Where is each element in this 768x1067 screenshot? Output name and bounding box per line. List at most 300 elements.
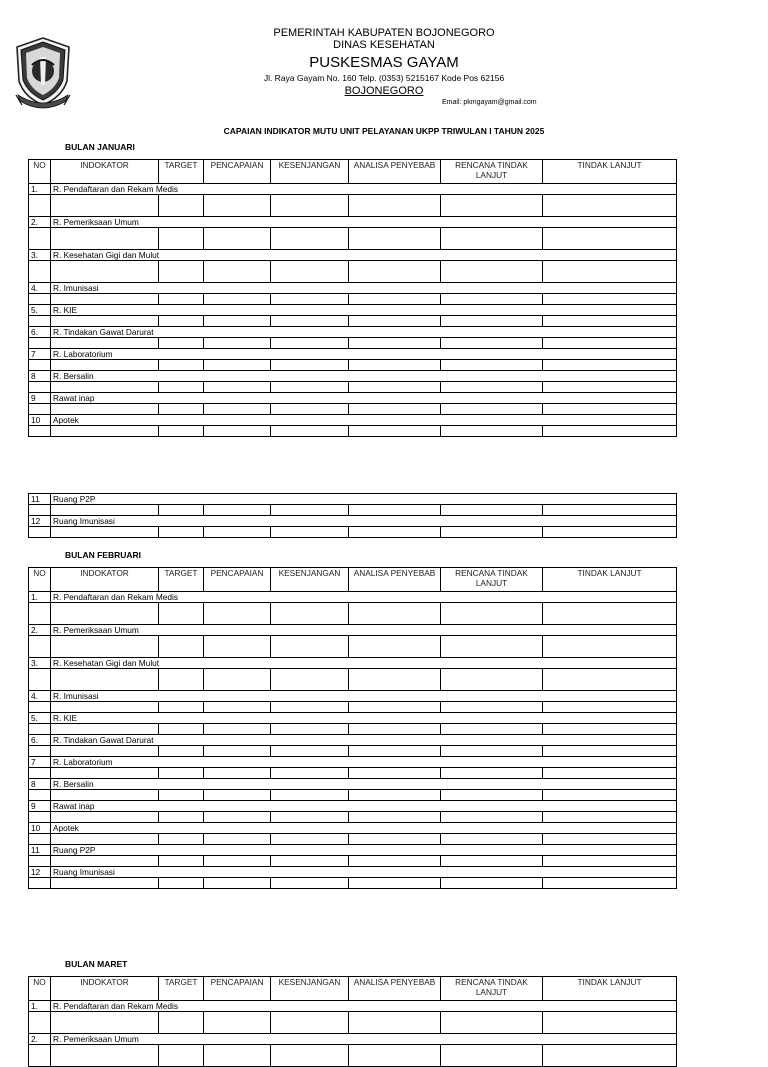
unit-name: Ruang Imunisasi	[51, 516, 677, 527]
entry-cell[interactable]	[543, 505, 677, 516]
entry-cell[interactable]	[29, 746, 51, 757]
entry-row	[29, 294, 677, 305]
entry-cell[interactable]	[204, 505, 271, 516]
entry-cell[interactable]	[543, 527, 677, 538]
entry-cell[interactable]	[159, 834, 204, 845]
entry-cell[interactable]	[543, 790, 677, 801]
entry-cell[interactable]	[51, 294, 159, 305]
entry-cell[interactable]	[349, 768, 441, 779]
entry-cell[interactable]	[271, 878, 349, 889]
entry-cell[interactable]	[349, 360, 441, 371]
entry-cell[interactable]	[543, 724, 677, 735]
entry-cell[interactable]	[271, 1012, 349, 1034]
entry-cell[interactable]	[51, 360, 159, 371]
entry-cell[interactable]	[441, 603, 543, 625]
entry-cell[interactable]	[29, 768, 51, 779]
entry-cell[interactable]	[441, 834, 543, 845]
unit-name: R. Pemeriksaan Umum	[51, 625, 677, 636]
entry-cell[interactable]	[543, 834, 677, 845]
entry-cell[interactable]	[159, 724, 204, 735]
entry-cell[interactable]	[51, 878, 159, 889]
entry-cell[interactable]	[441, 1012, 543, 1034]
entry-cell[interactable]	[271, 856, 349, 867]
entry-cell[interactable]	[349, 527, 441, 538]
entry-cell[interactable]	[543, 812, 677, 823]
entry-cell[interactable]	[51, 636, 159, 658]
entry-cell[interactable]	[29, 724, 51, 735]
entry-cell[interactable]	[204, 812, 271, 823]
entry-cell[interactable]	[271, 527, 349, 538]
entry-cell[interactable]	[204, 338, 271, 349]
entry-cell[interactable]	[159, 261, 204, 283]
unit-name: R. Bersalin	[51, 371, 677, 382]
entry-row	[29, 768, 677, 779]
column-header: TINDAK LANJUT	[543, 160, 677, 184]
entry-cell[interactable]	[204, 1012, 271, 1034]
document-title: CAPAIAN INDIKATOR MUTU UNIT PELAYANAN UKPP TRIWULAN I TAHUN 2025	[223, 126, 545, 136]
unit-number: 11	[29, 494, 51, 505]
entry-cell[interactable]	[349, 746, 441, 757]
entry-cell[interactable]	[441, 768, 543, 779]
entry-cell[interactable]	[159, 603, 204, 625]
entry-cell[interactable]	[271, 768, 349, 779]
entry-row	[29, 790, 677, 801]
entry-cell[interactable]	[543, 228, 677, 250]
entry-cell[interactable]	[271, 505, 349, 516]
entry-row	[29, 636, 677, 658]
entry-cell[interactable]	[159, 878, 204, 889]
entry-cell[interactable]	[441, 702, 543, 713]
entry-cell[interactable]	[51, 505, 159, 516]
entry-cell[interactable]	[441, 856, 543, 867]
entry-cell[interactable]	[51, 382, 159, 393]
entry-cell[interactable]	[271, 338, 349, 349]
entry-cell[interactable]	[29, 790, 51, 801]
unit-number: 12	[29, 867, 51, 878]
unit-name: R. Tindakan Gawat Darurat	[51, 327, 677, 338]
entry-cell[interactable]	[204, 669, 271, 691]
entry-cell[interactable]	[543, 603, 677, 625]
entry-row	[29, 603, 677, 625]
entry-cell[interactable]	[271, 382, 349, 393]
entry-row	[29, 261, 677, 283]
entry-cell[interactable]	[51, 768, 159, 779]
unit-row	[29, 516, 677, 527]
unit-row	[29, 867, 677, 878]
entry-cell[interactable]	[441, 790, 543, 801]
unit-number: 8	[29, 779, 51, 790]
entry-cell[interactable]	[441, 505, 543, 516]
entry-row	[29, 195, 677, 217]
unit-number: 6.	[29, 735, 51, 746]
entry-cell[interactable]	[349, 316, 441, 327]
column-header: ANALISA PENYEBAB	[349, 568, 441, 592]
unit-name: R. Pendaftaran dan Rekam Medis	[51, 184, 677, 195]
entry-cell[interactable]	[543, 261, 677, 283]
entry-row	[29, 702, 677, 713]
entry-cell[interactable]	[204, 360, 271, 371]
entry-cell[interactable]	[349, 1045, 441, 1067]
entry-row	[29, 316, 677, 327]
entry-cell[interactable]	[51, 228, 159, 250]
entry-cell[interactable]	[543, 768, 677, 779]
unit-name: R. Kesehatan Gigi dan Mulut	[51, 250, 677, 261]
unit-name: Ruang P2P	[51, 845, 677, 856]
entry-cell[interactable]	[159, 636, 204, 658]
month-section-title: BULAN MARET	[65, 959, 128, 969]
entry-cell[interactable]	[204, 636, 271, 658]
entry-cell[interactable]	[204, 195, 271, 217]
entry-cell[interactable]	[349, 790, 441, 801]
entry-cell[interactable]	[204, 878, 271, 889]
entry-cell[interactable]	[271, 404, 349, 415]
column-header: ANALISA PENYEBAB	[349, 160, 441, 184]
unit-row	[29, 393, 677, 404]
entry-cell[interactable]	[51, 702, 159, 713]
address: Jl. Raya Gayam No. 160 Telp. (0353) 5215167 Kode Pos 62156	[263, 73, 505, 83]
unit-number: 7	[29, 349, 51, 360]
entry-cell[interactable]	[159, 702, 204, 713]
entry-cell[interactable]	[159, 746, 204, 757]
unit-name: R. Pendaftaran dan Rekam Medis	[51, 592, 677, 603]
entry-cell[interactable]	[204, 768, 271, 779]
entry-cell[interactable]	[271, 812, 349, 823]
entry-cell[interactable]	[271, 195, 349, 217]
unit-row	[29, 713, 677, 724]
entry-cell[interactable]	[51, 834, 159, 845]
entry-cell[interactable]	[543, 636, 677, 658]
entry-cell[interactable]	[51, 1012, 159, 1034]
entry-cell[interactable]	[159, 790, 204, 801]
entry-cell[interactable]	[349, 1012, 441, 1034]
unit-name: R. KIE	[51, 713, 677, 724]
entry-cell[interactable]	[349, 603, 441, 625]
entry-cell[interactable]	[51, 603, 159, 625]
entry-cell[interactable]	[543, 1045, 677, 1067]
entry-cell[interactable]	[159, 1045, 204, 1067]
entry-cell[interactable]	[271, 1045, 349, 1067]
entry-cell[interactable]	[543, 669, 677, 691]
entry-cell[interactable]	[271, 603, 349, 625]
column-header: INDOKATOR	[51, 977, 159, 1001]
puskesmas-title: PUSKESMAS GAYAM	[309, 54, 459, 71]
entry-cell[interactable]	[159, 382, 204, 393]
entry-cell[interactable]	[29, 426, 51, 437]
unit-row	[29, 845, 677, 856]
entry-cell[interactable]	[349, 404, 441, 415]
entry-cell[interactable]	[349, 856, 441, 867]
entry-cell[interactable]	[29, 812, 51, 823]
entry-cell[interactable]	[441, 878, 543, 889]
unit-name: R. Tindakan Gawat Darurat	[51, 735, 677, 746]
unit-row	[29, 1001, 677, 1012]
entry-cell[interactable]	[271, 636, 349, 658]
entry-cell[interactable]	[159, 338, 204, 349]
indicator-table	[28, 493, 677, 538]
entry-cell[interactable]	[271, 790, 349, 801]
unit-row	[29, 327, 677, 338]
entry-cell[interactable]	[441, 294, 543, 305]
entry-cell[interactable]	[441, 669, 543, 691]
entry-cell[interactable]	[51, 790, 159, 801]
entry-cell[interactable]	[29, 702, 51, 713]
entry-cell[interactable]	[349, 426, 441, 437]
entry-cell[interactable]	[271, 228, 349, 250]
entry-cell[interactable]	[204, 228, 271, 250]
entry-cell[interactable]	[441, 360, 543, 371]
entry-row	[29, 228, 677, 250]
entry-cell[interactable]	[543, 702, 677, 713]
entry-cell[interactable]	[159, 316, 204, 327]
entry-cell[interactable]	[159, 1012, 204, 1034]
entry-cell[interactable]	[349, 261, 441, 283]
entry-cell[interactable]	[349, 724, 441, 735]
column-header: ANALISA PENYEBAB	[349, 977, 441, 1001]
entry-cell[interactable]	[159, 669, 204, 691]
column-header: RENCANA TINDAK LANJUT	[441, 160, 543, 184]
entry-cell[interactable]	[204, 527, 271, 538]
entry-cell[interactable]	[159, 228, 204, 250]
entry-cell[interactable]	[543, 360, 677, 371]
entry-row	[29, 746, 677, 757]
entry-cell[interactable]	[349, 294, 441, 305]
entry-row	[29, 426, 677, 437]
entry-row	[29, 724, 677, 735]
entry-cell[interactable]	[349, 669, 441, 691]
entry-cell[interactable]	[51, 856, 159, 867]
entry-row	[29, 812, 677, 823]
entry-cell[interactable]	[543, 338, 677, 349]
entry-row	[29, 1012, 677, 1034]
entry-cell[interactable]	[51, 669, 159, 691]
entry-cell[interactable]	[271, 294, 349, 305]
entry-cell[interactable]	[159, 768, 204, 779]
column-header: KESENJANGAN	[271, 977, 349, 1001]
entry-cell[interactable]	[29, 195, 51, 217]
unit-row	[29, 305, 677, 316]
entry-cell[interactable]	[51, 316, 159, 327]
entry-cell[interactable]	[441, 636, 543, 658]
entry-cell[interactable]	[29, 404, 51, 415]
unit-number: 2.	[29, 1034, 51, 1045]
entry-cell[interactable]	[441, 338, 543, 349]
entry-cell[interactable]	[204, 316, 271, 327]
entry-cell[interactable]	[204, 746, 271, 757]
column-header: NO	[29, 568, 51, 592]
entry-cell[interactable]	[271, 261, 349, 283]
entry-cell[interactable]	[51, 527, 159, 538]
entry-cell[interactable]	[271, 702, 349, 713]
entry-cell[interactable]	[543, 856, 677, 867]
column-header: PENCAPAIAN	[204, 568, 271, 592]
entry-cell[interactable]	[29, 505, 51, 516]
entry-cell[interactable]	[204, 426, 271, 437]
unit-row	[29, 592, 677, 603]
entry-cell[interactable]	[51, 338, 159, 349]
entry-cell[interactable]	[29, 603, 51, 625]
entry-cell[interactable]	[51, 724, 159, 735]
entry-cell[interactable]	[271, 834, 349, 845]
entry-cell[interactable]	[543, 195, 677, 217]
entry-cell[interactable]	[441, 404, 543, 415]
entry-cell[interactable]	[29, 338, 51, 349]
entry-cell[interactable]	[441, 746, 543, 757]
entry-cell[interactable]	[543, 746, 677, 757]
column-header: KESENJANGAN	[271, 568, 349, 592]
entry-cell[interactable]	[349, 812, 441, 823]
entry-cell[interactable]	[349, 702, 441, 713]
entry-cell[interactable]	[349, 878, 441, 889]
indicator-table	[28, 976, 677, 1067]
column-header: TARGET	[159, 568, 204, 592]
email: Email: pkmgayam@gmail.com	[442, 99, 537, 106]
entry-cell[interactable]	[51, 812, 159, 823]
entry-cell[interactable]	[441, 426, 543, 437]
entry-cell[interactable]	[51, 195, 159, 217]
unit-row	[29, 757, 677, 768]
entry-cell[interactable]	[29, 856, 51, 867]
unit-number: 5.	[29, 305, 51, 316]
entry-cell[interactable]	[543, 426, 677, 437]
table-header-row	[29, 977, 677, 1001]
entry-cell[interactable]	[271, 426, 349, 437]
indicator-table	[28, 159, 677, 437]
unit-name: Apotek	[51, 415, 677, 426]
entry-cell[interactable]	[204, 702, 271, 713]
unit-name: Apotek	[51, 823, 677, 834]
entry-cell[interactable]	[204, 724, 271, 735]
entry-cell[interactable]	[271, 316, 349, 327]
entry-cell[interactable]	[29, 834, 51, 845]
entry-cell[interactable]	[543, 316, 677, 327]
entry-cell[interactable]	[29, 527, 51, 538]
entry-cell[interactable]	[543, 404, 677, 415]
unit-number: 2.	[29, 625, 51, 636]
entry-cell[interactable]	[159, 505, 204, 516]
unit-name: R. Imunisasi	[51, 691, 677, 702]
entry-cell[interactable]	[441, 316, 543, 327]
column-header: NO	[29, 977, 51, 1001]
unit-row	[29, 283, 677, 294]
column-header: PENCAPAIAN	[204, 160, 271, 184]
entry-cell[interactable]	[159, 360, 204, 371]
entry-cell[interactable]	[159, 856, 204, 867]
entry-cell[interactable]	[204, 404, 271, 415]
entry-cell[interactable]	[204, 382, 271, 393]
unit-name: R. KIE	[51, 305, 677, 316]
entry-cell[interactable]	[441, 724, 543, 735]
entry-cell[interactable]	[29, 382, 51, 393]
entry-cell[interactable]	[29, 294, 51, 305]
entry-cell[interactable]	[204, 790, 271, 801]
entry-cell[interactable]	[29, 669, 51, 691]
unit-row	[29, 625, 677, 636]
entry-cell[interactable]	[441, 261, 543, 283]
entry-cell[interactable]	[349, 636, 441, 658]
entry-cell[interactable]	[271, 724, 349, 735]
entry-cell[interactable]	[204, 834, 271, 845]
entry-cell[interactable]	[441, 527, 543, 538]
unit-row	[29, 184, 677, 195]
entry-cell[interactable]	[204, 261, 271, 283]
entry-cell[interactable]	[29, 316, 51, 327]
entry-cell[interactable]	[271, 360, 349, 371]
entry-cell[interactable]	[51, 1045, 159, 1067]
entry-cell[interactable]	[543, 878, 677, 889]
entry-cell[interactable]	[51, 404, 159, 415]
column-header: TARGET	[159, 977, 204, 1001]
entry-cell[interactable]	[349, 228, 441, 250]
entry-cell[interactable]	[159, 294, 204, 305]
entry-cell[interactable]	[29, 636, 51, 658]
unit-row	[29, 691, 677, 702]
unit-name: R. Pemeriksaan Umum	[51, 1034, 677, 1045]
column-header: TINDAK LANJUT	[543, 977, 677, 1001]
entry-cell[interactable]	[29, 360, 51, 371]
entry-cell[interactable]	[543, 294, 677, 305]
unit-number: 4.	[29, 691, 51, 702]
unit-row	[29, 415, 677, 426]
entry-cell[interactable]	[441, 228, 543, 250]
entry-cell[interactable]	[543, 1012, 677, 1034]
entry-cell[interactable]	[543, 382, 677, 393]
unit-number: 4.	[29, 283, 51, 294]
entry-cell[interactable]	[271, 669, 349, 691]
entry-cell[interactable]	[29, 1012, 51, 1034]
entry-row	[29, 878, 677, 889]
entry-cell[interactable]	[29, 878, 51, 889]
entry-cell[interactable]	[271, 746, 349, 757]
unit-row	[29, 494, 677, 505]
entry-cell[interactable]	[349, 195, 441, 217]
entry-cell[interactable]	[29, 261, 51, 283]
entry-cell[interactable]	[29, 228, 51, 250]
entry-cell[interactable]	[29, 1045, 51, 1067]
entry-cell[interactable]	[204, 856, 271, 867]
entry-cell[interactable]	[159, 404, 204, 415]
unit-name: R. Imunisasi	[51, 283, 677, 294]
entry-cell[interactable]	[441, 382, 543, 393]
unit-number: 6.	[29, 327, 51, 338]
entry-cell[interactable]	[159, 195, 204, 217]
entry-row	[29, 834, 677, 845]
unit-number: 3.	[29, 250, 51, 261]
entry-cell[interactable]	[441, 1045, 543, 1067]
entry-cell[interactable]	[441, 812, 543, 823]
column-header: TINDAK LANJUT	[543, 568, 677, 592]
entry-cell[interactable]	[349, 382, 441, 393]
entry-cell[interactable]	[159, 426, 204, 437]
unit-row	[29, 217, 677, 228]
entry-cell[interactable]	[441, 195, 543, 217]
entry-cell[interactable]	[204, 1045, 271, 1067]
unit-number: 9	[29, 393, 51, 404]
entry-cell[interactable]	[159, 527, 204, 538]
entry-cell[interactable]	[204, 294, 271, 305]
entry-cell[interactable]	[349, 834, 441, 845]
column-header: INDOKATOR	[51, 160, 159, 184]
entry-cell[interactable]	[51, 261, 159, 283]
entry-cell[interactable]	[349, 505, 441, 516]
entry-cell[interactable]	[51, 746, 159, 757]
entry-cell[interactable]	[204, 603, 271, 625]
column-header: INDOKATOR	[51, 568, 159, 592]
entry-cell[interactable]	[349, 338, 441, 349]
entry-cell[interactable]	[159, 812, 204, 823]
unit-name: Rawat inap	[51, 393, 677, 404]
unit-number: 5.	[29, 713, 51, 724]
entry-cell[interactable]	[51, 426, 159, 437]
